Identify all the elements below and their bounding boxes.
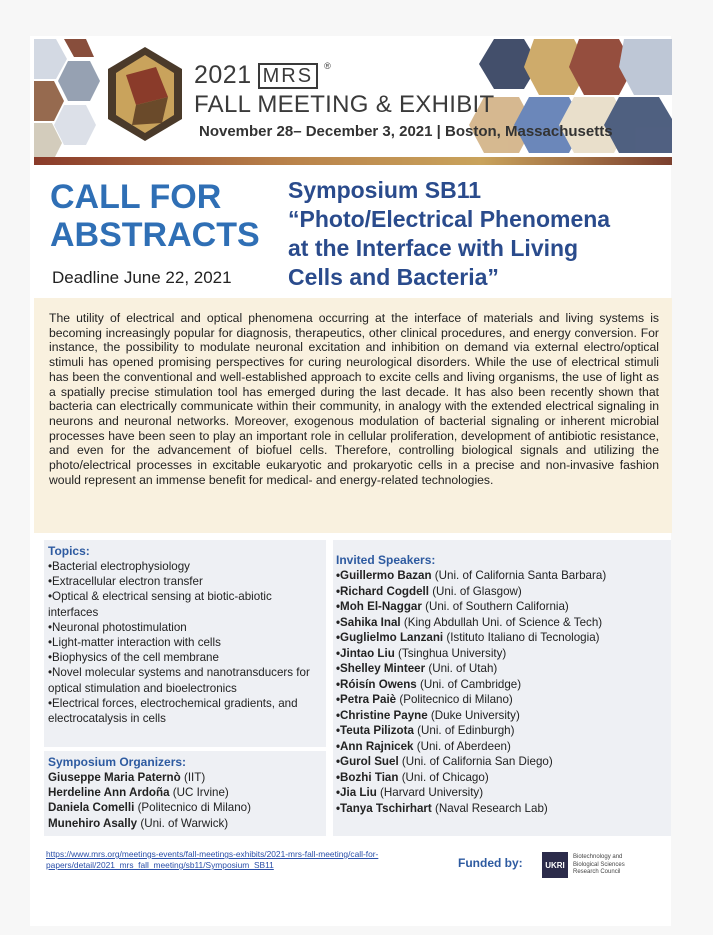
organizers-heading: Symposium Organizers:: [48, 755, 187, 769]
speaker-row: [336, 615, 606, 631]
event-banner: [34, 39, 672, 165]
organizer-name: Giuseppe Maria Paternò: [48, 771, 181, 784]
topic-item: •Bacterial electrophysiology: [48, 560, 190, 573]
speaker-name: •Jia Liu: [336, 786, 377, 799]
speaker-row: [336, 661, 606, 677]
organizer-affiliation: (Politecnico di Milano): [134, 801, 251, 815]
speaker-row: [336, 708, 606, 724]
speaker-name: •Shelley Minteer: [336, 662, 426, 675]
topic-item: •Extracellular electron transfer: [48, 575, 203, 589]
speaker-affiliation: (Uni. of Edinburgh): [413, 724, 515, 737]
meeting-year-line: [194, 61, 331, 90]
speaker-name: •Guglielmo Lanzani: [336, 631, 444, 644]
symposium-title: [288, 176, 668, 292]
speaker-affiliation: (Uni. of California San Diego): [398, 755, 553, 768]
organizers-panel: [44, 751, 326, 836]
organizer-affiliation: (Uni. of Warwick): [137, 816, 229, 830]
symposium-line-3: at the Interface with Living: [288, 235, 579, 261]
speaker-name: •Bozhi Tian: [336, 770, 399, 784]
ukri-logo: UKRI: [542, 852, 568, 878]
deadline: Deadline June 22, 2021: [52, 268, 232, 287]
speaker-name: •Petra Paiè: [336, 693, 397, 706]
speaker-affiliation: (Uni. of Utah): [425, 662, 498, 675]
speaker-row: [336, 599, 606, 615]
speakers-list: [336, 568, 606, 816]
speaker-row: [336, 785, 606, 801]
call-line-1: CALL FOR: [50, 178, 222, 216]
mrs-hexagon-logo: [106, 45, 184, 145]
event-name: FALL MEETING & EXHIBIT: [194, 91, 495, 118]
speakers-panel: [333, 540, 671, 836]
speaker-row: [336, 770, 606, 786]
organizer-affiliation: (IIT): [180, 771, 206, 784]
topic-item: •Electrical forces, electrochemical gradients, and electrocatalysis in cells: [48, 696, 298, 726]
speaker-row: [336, 692, 606, 708]
speaker-name: •Ann Rajnicek: [336, 739, 414, 753]
funded-by-label: Funded by:: [458, 856, 523, 870]
speaker-row: [336, 801, 606, 817]
organizer-name: Daniela Comelli: [48, 801, 135, 815]
speaker-affiliation: (Uni. of Glasgow): [428, 584, 522, 598]
speakers-heading: Invited Speakers:: [336, 553, 436, 567]
abstract-box: [34, 298, 672, 533]
registered-mark: ®: [324, 61, 332, 71]
topic-item: •Novel molecular systems and nanotransducers for optical stimulation and bioelectronics: [48, 666, 310, 695]
banner-color-bar: [34, 157, 672, 165]
speaker-row: [336, 568, 606, 584]
symposium-link[interactable]: https://www.mrs.org/meetings-events/fall-meetings-exhibits/2021-mrs-fall-meeting/call-for-papers/detail/2021_mrs_fall_meeting/sb11/Symposium_SB11: [46, 849, 379, 870]
speaker-affiliation: (Naval Research Lab): [431, 801, 548, 815]
call-for-abstracts-heading: [50, 178, 270, 254]
speaker-name: •Richard Cogdell: [336, 584, 429, 598]
symposium-line-4: Cells and Bacteria”: [288, 264, 499, 290]
call-line-2: ABSTRACTS: [50, 216, 260, 254]
organizer-row: [48, 770, 251, 785]
speaker-affiliation: (Harvard University): [376, 786, 484, 799]
topics-list: [48, 559, 324, 726]
speaker-affiliation: (Uni. of Chicago): [398, 770, 489, 784]
organizers-list: [48, 770, 251, 831]
bbsrc-logo-text: Biotechnology and Biological Sciences Research Council: [573, 854, 625, 875]
flyer-page: [30, 36, 671, 926]
speaker-row: [336, 646, 606, 662]
organizer-row: [48, 816, 251, 831]
topic-item: •Optical & electrical sensing at biotic-abiotic interfaces: [48, 590, 272, 619]
speaker-affiliation: (Istituto Italiano di Tecnologia): [443, 631, 600, 644]
event-dates-location: November 28– December 3, 2021 | Boston, Massachusetts: [199, 123, 613, 140]
meeting-year: 2021: [194, 61, 252, 89]
speaker-row: [336, 584, 606, 600]
speaker-name: •Christine Payne: [336, 708, 428, 722]
mrs-wordmark: MRS: [258, 63, 318, 89]
speaker-row: [336, 754, 606, 770]
organizer-name: Herdeline Ann Ardoña: [48, 786, 170, 800]
topics-heading: Topics:: [48, 544, 90, 558]
speaker-affiliation: (Uni. of Southern California): [421, 600, 569, 613]
symposium-line-2: “Photo/Electrical Phenomena: [288, 206, 611, 232]
topic-item: •Neuronal photostimulation: [48, 620, 187, 634]
speaker-affiliation: (Uni. of California Santa Barbara): [431, 569, 607, 582]
speaker-name: •Guillermo Bazan: [336, 569, 432, 582]
organizer-affiliation: (UC Irvine): [169, 786, 229, 800]
topics-panel: [44, 540, 326, 747]
speaker-name: •Gurol Suel: [336, 755, 399, 768]
speaker-affiliation: (Uni. of Aberdeen): [413, 739, 511, 753]
speaker-row: [336, 677, 606, 693]
organizer-row: [48, 800, 251, 815]
speaker-affiliation: (King Abdullah Uni. of Science & Tech): [400, 615, 603, 629]
organizer-name: Munehiro Asally: [48, 816, 138, 830]
speaker-row: [336, 630, 606, 646]
speaker-affiliation: (Tsinghua University): [394, 646, 507, 660]
speaker-name: •Teuta Pilizota: [336, 724, 414, 737]
speaker-name: •Jintao Liu: [336, 646, 395, 660]
topic-item: •Biophysics of the cell membrane: [48, 651, 219, 665]
speaker-name: •Tanya Tschirhart: [336, 801, 432, 815]
speaker-affiliation: (Duke University): [427, 708, 520, 722]
speaker-name: •Moh El-Naggar: [336, 600, 422, 613]
speaker-affiliation: (Uni. of Cambridge): [416, 677, 522, 691]
organizer-row: [48, 785, 251, 800]
speaker-row: [336, 739, 606, 755]
speaker-name: •Sahika Inal: [336, 615, 401, 629]
topic-item: •Light-matter interaction with cells: [48, 636, 221, 650]
speaker-row: [336, 723, 606, 739]
symposium-line-1: Symposium SB11: [288, 177, 482, 203]
speaker-name: •Róisín Owens: [336, 677, 417, 691]
abstract-text: The utility of electrical and optical phenomena occurring at the interface of materials and living systems is becoming increasingly popular for diagnosis, therapeutics, other clinical procedures, and energy conversion. For instance, the possibility to modulate neuronal excitation and inhibition on demand via external electro/optical stimuli has opened promising perspectives for curing neurological disorders. While the use of electrical stimuli has been the conventional and well-established approach to excite cells and living organisms, the use of light as a spatially precise stimulation tool has emerged during the last decade. It has also been recently shown that bacteria can electrically communicate within their community, in analogy with the extended electrical signaling in neurons and neuronal networks. Moreover, exogenous modulation of bacterial signaling or inherent microbial processes have been seen to play an important role in cellular proliferation, development of antibiotic resistance, and even for the advancement of biofuel cells. Therefore, controlling biological signals and utilizing the photo/electrical processes in excitable eukaryotic and prokaryotic cells in a precise and non-invasive fashion would represent an immense benefit for medical- and energy-related technologies.: [49, 311, 659, 487]
speaker-affiliation: (Politecnico di Milano): [396, 693, 513, 706]
